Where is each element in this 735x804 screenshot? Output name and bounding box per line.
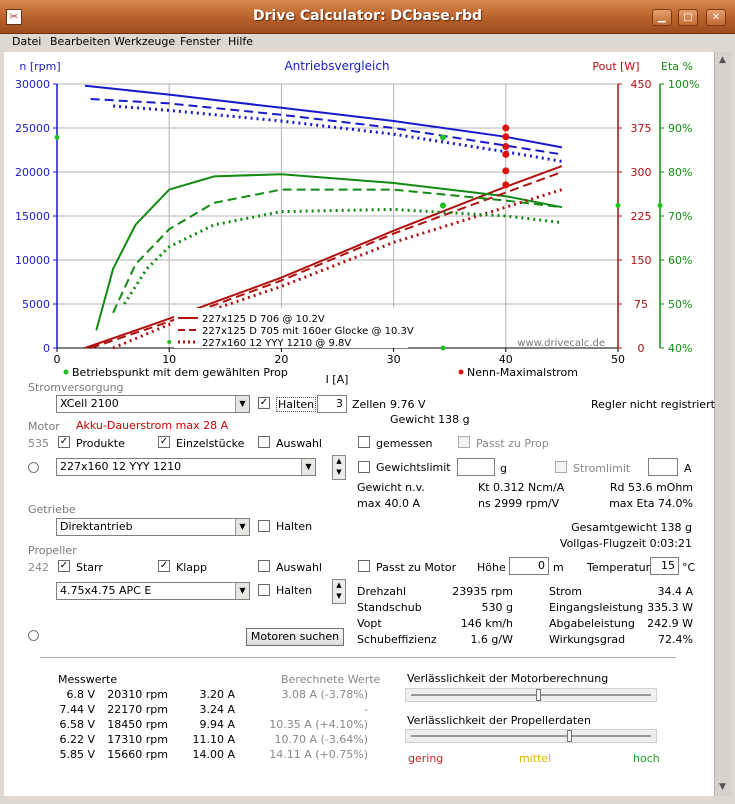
result-value: 530 g <box>481 601 513 614</box>
x-tick-label: 30 <box>386 353 401 366</box>
current-limit-input[interactable] <box>648 458 678 476</box>
y-left-tick-label: 20000 <box>15 166 50 179</box>
drive-chart <box>0 52 712 387</box>
battery-select[interactable] <box>56 395 250 413</box>
propeller-spin-icon[interactable]: ▲ ▼ <box>332 579 346 604</box>
axis-marker-min <box>167 340 171 344</box>
motor-ns: ns 2999 rpm/V <box>478 497 560 510</box>
series-2-rpm-line <box>91 99 562 154</box>
y-left-tick-label: 0 <box>43 342 50 355</box>
x-tick-label: 10 <box>162 353 177 366</box>
altitude-unit: m <box>553 561 564 574</box>
products-checkbox[interactable]: ✓ <box>59 436 69 447</box>
measurements-header: Messwerte <box>58 673 118 686</box>
motor-reliability-track <box>411 694 651 696</box>
search-motors-button[interactable]: Motoren suchen <box>246 628 344 646</box>
y-left-tick-label: 25000 <box>15 122 50 135</box>
y-pout-tick-label: 375 <box>630 122 652 135</box>
measured-rpm: 15660 rpm <box>107 748 168 761</box>
axis-marker-rpm <box>55 135 60 140</box>
result-value: 242.9 W <box>647 617 693 630</box>
motor-select-value: 227x160 12 YYY 1210 <box>60 460 182 473</box>
y-eta-tick-label: 40% <box>668 342 693 355</box>
series-3-eta-line <box>124 209 562 304</box>
maximize-button[interactable]: □ <box>678 9 698 26</box>
propeller-hold-label: Halten <box>276 584 313 597</box>
measured-checkbox[interactable] <box>358 436 370 448</box>
y-eta-tick-label: 50% <box>668 298 693 311</box>
divider <box>40 657 676 658</box>
power-hold-label: Halten <box>278 398 315 411</box>
axis-marker-pout <box>616 203 621 208</box>
temperature-unit: °C <box>682 561 696 574</box>
legend-entry-3: 227x160 12 YYY 1210 @ 9.8V <box>202 338 352 349</box>
rigid-checkbox[interactable]: ✓ <box>59 560 69 571</box>
weight-limit-checkbox[interactable] <box>358 461 370 473</box>
altitude-input[interactable]: 0 <box>509 557 549 575</box>
battery-select-value: XCell 2100 <box>60 397 119 410</box>
prop-selection-label: Auswahl <box>276 561 322 574</box>
y-axis-left-label: n [rpm] <box>19 60 61 73</box>
minimize-button[interactable]: ▁ <box>652 9 672 26</box>
current-limit-unit: A <box>684 462 692 475</box>
measured-current: 11.10 A <box>192 733 235 746</box>
y-eta-tick-label: 60% <box>668 254 693 267</box>
calculated-current: - <box>364 703 368 716</box>
y-left-tick-label: 5000 <box>22 298 50 311</box>
gearbox-select-value: Direktantrieb <box>60 520 133 533</box>
axis-marker-current <box>440 346 445 351</box>
motor-count: 535 <box>28 437 49 450</box>
axis-marker-eta <box>658 203 663 208</box>
measured-current: 3.24 A <box>199 703 235 716</box>
section-motor: Motor <box>28 420 60 433</box>
result-label: Wirkungsgrad <box>549 633 626 646</box>
measured-current: 3.20 A <box>199 688 235 701</box>
measured-rpm: 18450 rpm <box>107 718 168 731</box>
propeller-hold-checkbox[interactable] <box>258 584 270 596</box>
altitude-label: Höhe <box>477 561 506 574</box>
motor-radio[interactable] <box>28 462 39 473</box>
y-eta-tick-label: 100% <box>668 78 700 91</box>
x-axis-label: I [A] <box>325 373 349 386</box>
menu-werkzeuge[interactable]: Werkzeuge <box>114 35 176 48</box>
gearbox-hold-label: Halten <box>276 520 313 533</box>
battery-voltage: 9.76 V <box>390 398 426 411</box>
temperature-input[interactable]: 15 <box>650 557 679 575</box>
propeller-select[interactable] <box>56 582 250 600</box>
y-left-tick-label: 15000 <box>15 210 50 223</box>
scroll-down-icon[interactable]: ▼ <box>719 782 726 792</box>
max-current-point <box>502 181 509 188</box>
cells-label: Zellen <box>352 398 387 411</box>
result-label: Standschub <box>357 601 422 614</box>
battery-weight: Gewicht 138 g <box>390 413 470 426</box>
calculated-header: Berechnete Werte <box>281 673 381 686</box>
operating-point-rpm <box>440 134 446 140</box>
motor-selection-checkbox[interactable] <box>258 436 270 448</box>
prop-fit-checkbox[interactable] <box>458 436 470 448</box>
motor-spin-icon[interactable]: ▲ ▼ <box>332 455 346 480</box>
prop-reliability-label: Verlässlichkeit der Propellerdaten <box>407 714 591 727</box>
result-value: 72.4% <box>658 633 693 646</box>
measured-current: 9.94 A <box>199 718 235 731</box>
result-value: 1.6 g/W <box>470 633 513 646</box>
motor-rd: Rd 53.6 mOhm <box>609 481 693 494</box>
close-button[interactable]: ✕ <box>706 9 726 26</box>
legend-operating-label: Betriebspunkt mit dem gewählten Prop <box>72 366 288 379</box>
y-eta-tick-label: 90% <box>668 122 693 135</box>
vertical-scrollbar[interactable] <box>714 52 731 796</box>
legend-max-label: Nenn-Maximalstrom <box>467 366 578 379</box>
prop-reliability-thumb[interactable] <box>567 730 572 742</box>
single-pieces-checkbox[interactable]: ✓ <box>159 436 169 447</box>
motor-weight: Gewicht n.v. <box>357 481 425 494</box>
series-1-rpm-line <box>85 86 562 148</box>
temperature-label: Temperatur <box>587 561 651 574</box>
result-label: Vopt <box>357 617 382 630</box>
legend-entry-1: 227x125 D 706 @ 10.2V <box>202 314 325 325</box>
reliability-low-label: gering <box>408 752 444 765</box>
max-current-point <box>502 143 509 150</box>
y-axis-pout-label: Pout [W] <box>592 60 640 73</box>
y-left-tick-label: 10000 <box>15 254 50 267</box>
max-current-point <box>502 125 509 132</box>
y-pout-tick-label: 75 <box>634 298 648 311</box>
measured-label: gemessen <box>376 437 433 450</box>
motor-selection-label: Auswahl <box>276 437 322 450</box>
y-eta-tick-label: 80% <box>668 166 693 179</box>
power-hold-checkbox[interactable]: ✓ <box>259 397 269 408</box>
y-pout-tick-label: 300 <box>630 166 652 179</box>
y-pout-tick-label: 0 <box>637 342 645 355</box>
single-pieces-label: Einzelstücke <box>176 437 245 450</box>
total-weight: Gesamtgewicht 138 g <box>571 521 692 534</box>
result-label: Strom <box>549 585 583 598</box>
products-label: Produkte <box>76 437 125 450</box>
measured-rpm: 20310 rpm <box>107 688 168 701</box>
y-eta-tick-label: 70% <box>668 210 693 223</box>
measured-voltage: 6.58 V <box>59 718 95 731</box>
propeller-radio[interactable] <box>28 630 39 641</box>
x-tick-label: 50 <box>611 353 625 366</box>
max-current-point <box>502 167 509 174</box>
result-label: Eingangsleistung <box>549 601 644 614</box>
window-title: Drive Calculator: DCbase.rbd <box>253 8 482 24</box>
operating-point-eta <box>440 202 446 208</box>
battery-dropdown-icon[interactable]: ▼ <box>235 396 249 412</box>
reliability-mid-label: mittel <box>519 752 552 765</box>
prop-fit-label: Passt zu Prop <box>476 437 549 450</box>
rigid-label: Starr <box>76 561 103 574</box>
result-label: Drehzahl <box>357 585 407 598</box>
gearbox-dropdown-icon[interactable]: ▼ <box>235 519 249 535</box>
current-limit-label: Stromlimit <box>573 462 631 475</box>
prop-selection-checkbox[interactable] <box>258 560 270 572</box>
y-pout-tick-label: 225 <box>630 210 652 223</box>
legend-entry-2: 227x125 D 705 mit 160er Glocke @ 10.3V <box>202 326 414 337</box>
app-icon[interactable]: ✂ <box>6 9 22 25</box>
menu-bearbeiten[interactable]: Bearbeiten <box>50 35 111 48</box>
result-value: 335.3 W <box>647 601 693 614</box>
y-pout-tick-label: 450 <box>630 78 652 91</box>
measured-voltage: 6.22 V <box>59 733 95 746</box>
series-2-eta-line <box>113 190 562 313</box>
measured-voltage: 5.85 V <box>59 748 95 761</box>
section-power: Stromversorgung <box>28 381 124 394</box>
battery-warning: Akku-Dauerstrom max 28 A <box>76 419 229 432</box>
prop-reliability-track <box>411 735 651 737</box>
x-tick-label: 0 <box>53 353 61 366</box>
gearbox-select[interactable] <box>56 518 250 536</box>
full-throttle-time: Vollgas-Flugzeit 0:03:21 <box>559 537 692 550</box>
measured-rpm: 22170 rpm <box>107 703 168 716</box>
propeller-count: 242 <box>28 561 49 574</box>
motor-dropdown-icon[interactable]: ▼ <box>301 459 315 475</box>
gearbox-hold-checkbox[interactable] <box>258 520 270 532</box>
motor-kt: Kt 0.312 Ncm/A <box>478 481 565 494</box>
weight-limit-input[interactable] <box>457 458 495 476</box>
section-gearbox: Getriebe <box>28 503 76 516</box>
chart-watermark: www.drivecalc.de <box>517 338 605 349</box>
propeller-select-value: 4.75x4.75 APC E <box>60 584 152 597</box>
scroll-up-icon[interactable]: ▲ <box>719 55 726 65</box>
max-current-point <box>502 151 509 158</box>
result-value: 34.4 A <box>657 585 693 598</box>
folding-checkbox[interactable]: ✓ <box>159 560 169 571</box>
measured-current: 14.00 A <box>192 748 235 761</box>
x-tick-label: 20 <box>274 353 289 366</box>
calculated-current: 14.11 A (+0.75%) <box>269 748 368 761</box>
legend-operating-dot <box>64 370 69 375</box>
reliability-high-label: hoch <box>633 752 660 765</box>
y-axis-eta-label: Eta % <box>661 60 693 73</box>
y-left-tick-label: 30000 <box>15 78 50 91</box>
folding-label: Klapp <box>176 561 207 574</box>
section-propeller: Propeller <box>28 544 77 557</box>
measured-rpm: 17310 rpm <box>107 733 168 746</box>
measured-voltage: 6.8 V <box>66 688 95 701</box>
fits-motor-checkbox[interactable] <box>358 560 370 572</box>
motor-max-current: max 40.0 A <box>357 497 420 510</box>
max-current-point <box>502 133 509 140</box>
menu-hilfe[interactable]: Hilfe <box>228 35 254 48</box>
calculated-current: 10.35 A (+4.10%) <box>269 718 368 731</box>
cells-input[interactable]: 3 <box>317 395 347 413</box>
x-tick-label: 40 <box>498 353 513 366</box>
propeller-dropdown-icon[interactable]: ▼ <box>235 583 249 599</box>
controller-status: Regler nicht registriert <box>591 398 715 411</box>
motor-reliability-thumb[interactable] <box>536 689 541 701</box>
weight-limit-unit: g <box>500 462 507 475</box>
menu-datei[interactable]: Datei <box>12 35 42 48</box>
result-label: Schubeffizienz <box>357 633 437 646</box>
motor-reliability-label: Verlässlichkeit der Motorberechnung <box>407 672 609 685</box>
motor-max-eta: max Eta 74.0% <box>609 497 693 510</box>
chart-title: Antriebsvergleich <box>284 59 390 73</box>
measured-voltage: 7.44 V <box>59 703 95 716</box>
calculated-current: 10.70 A (-3.64%) <box>274 733 368 746</box>
fits-motor-label: Passt zu Motor <box>376 561 457 574</box>
result-value: 146 km/h <box>460 617 513 630</box>
motor-select[interactable] <box>56 458 316 476</box>
menu-fenster[interactable]: Fenster <box>180 35 221 48</box>
result-label: Abgabeleistung <box>549 617 635 630</box>
legend-max-dot <box>459 370 464 375</box>
y-pout-tick-label: 150 <box>630 254 652 267</box>
weight-limit-label: Gewichtslimit <box>376 461 451 474</box>
calculated-current: 3.08 A (-3.78%) <box>281 688 368 701</box>
result-value: 23935 rpm <box>452 585 513 598</box>
current-limit-checkbox[interactable] <box>555 461 567 473</box>
